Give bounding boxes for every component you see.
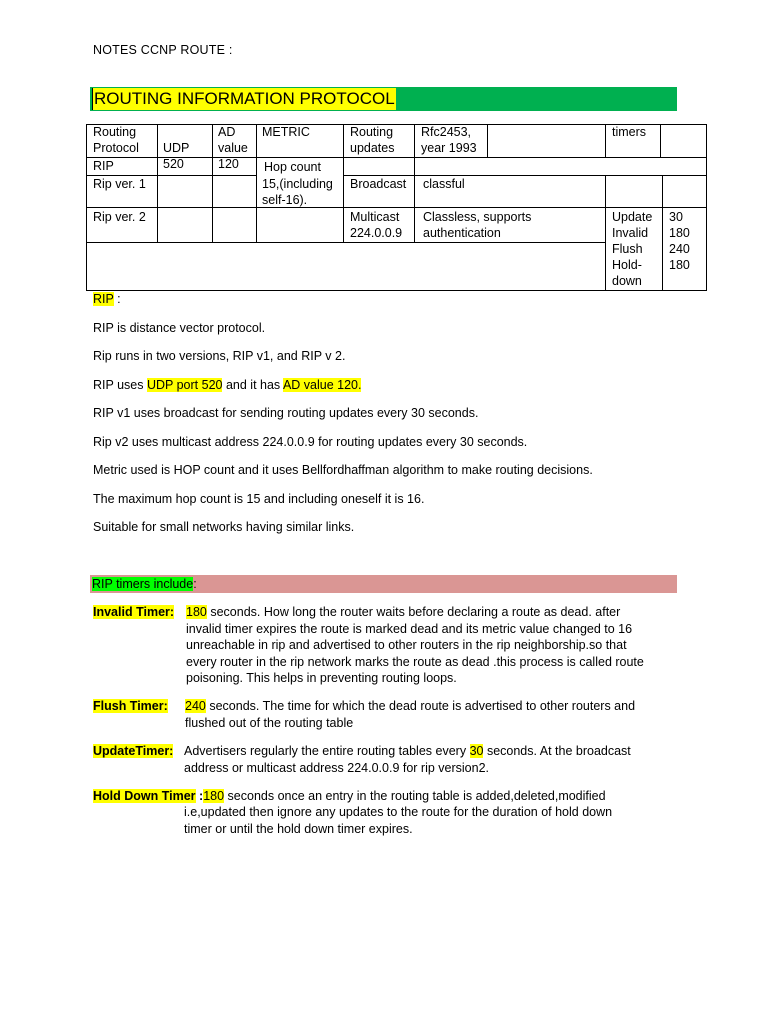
metric-hop-count: Hop count <box>264 160 321 174</box>
timers-heading: RIP timers include: <box>92 577 197 591</box>
update-timer-text: Advertisers regularly the entire routing tables every 30 seconds. At the broadcast address or multicast address 224.0.0.9 for rip version2. <box>184 744 631 775</box>
rip-para-3: RIP uses UDP port 520 and it has AD value 120. <box>93 378 362 392</box>
hold-down-timer-line1: Hold Down Timer :180 seconds once an entry in the routing table is added,deleted,modified <box>93 789 606 803</box>
rip-para-8: Suitable for small networks having similar links. <box>93 520 355 534</box>
timer-name-flush: Flush <box>612 242 643 256</box>
row-rip-v1: Rip ver. 1 <box>93 177 146 191</box>
rip-para-6: Metric used is HOP count and it uses Bellfordhaffman algorithm to make routing decisions. <box>93 463 593 477</box>
metric-hop-count-detail: 15,(including self-16). <box>262 177 333 207</box>
rip-heading: RIP : <box>93 292 121 306</box>
header-metric: METRIC <box>262 125 310 139</box>
hold-down-timer-label: Hold Down Timer <box>93 789 196 803</box>
rip-para-4: RIP v1 uses broadcast for sending routing updates every 30 seconds. <box>93 406 479 420</box>
timer-value-update: 30 <box>669 210 683 224</box>
timer-name-update: Update <box>612 210 653 224</box>
rip-para-7: The maximum hop count is 15 and including oneself it is 16. <box>93 492 425 506</box>
rip-para-5: Rip v2 uses multicast address 224.0.0.9 for routing updates every 30 seconds. <box>93 435 528 449</box>
flush-timer-label: Flush Timer: <box>93 699 168 713</box>
header-routing-updates: Routing updates <box>350 125 395 155</box>
timer-name-down: down <box>612 274 642 288</box>
page-title: ROUTING INFORMATION PROTOCOL <box>94 89 395 108</box>
timer-name-invalid: Invalid <box>612 226 649 240</box>
timer-value-invalid: 180 <box>669 226 690 240</box>
timer-name-hold: Hold- <box>612 258 642 272</box>
row-rip: RIP <box>93 159 114 173</box>
invalid-timer-text: 180 seconds. How long the router waits before declaring a route as dead. after invalid timer expires the route is marked dead and its metric value changed to 16 unreachable in rip and advertised to other routers in the rip neighborship.so that every router in the rip network marks the route as dead .this process is called route poisoning. This helps in preventing routing loops. <box>186 605 644 685</box>
rip-para-2: Rip runs in two versions, RIP v1, and RIP v 2. <box>93 349 346 363</box>
v2-updates: Multicast 224.0.0.9 <box>350 210 403 240</box>
flush-timer-text: 240 seconds. The time for which the dead route is advertised to other routers and flushed out of the routing table <box>185 699 636 730</box>
protocol-table <box>0 0 768 300</box>
timer-value-flush: 240 <box>669 242 690 256</box>
v1-updates: Broadcast <box>350 177 407 191</box>
v2-class: Classless, supports authentication <box>423 210 532 240</box>
notes-title: NOTES CCNP ROUTE : <box>93 43 233 57</box>
invalid-timer-label: Invalid Timer: <box>93 605 175 619</box>
timer-value-hold-down: 180 <box>669 258 690 272</box>
row-rip-v2: Rip ver. 2 <box>93 210 146 224</box>
header-timers: timers <box>612 125 647 139</box>
header-routing-protocol: Routing Protocol <box>93 125 139 155</box>
header-ad-value: AD value 120 <box>218 125 248 171</box>
header-udp: UDP 520 <box>163 141 190 171</box>
rip-para-1: RIP is distance vector protocol. <box>93 321 266 335</box>
hold-down-timer-text: i.e,updated then ignore any updates to the route for the duration of hold down timer or until the hold down timer expires. <box>184 805 613 836</box>
v1-class: classful <box>423 177 465 191</box>
update-timer-label: UpdateTimer: <box>93 744 174 758</box>
header-rfc: Rfc2453, year 1993 <box>421 125 477 155</box>
timer-names <box>612 209 652 289</box>
timer-values <box>669 209 690 273</box>
timers-heading-bar <box>90 575 677 593</box>
